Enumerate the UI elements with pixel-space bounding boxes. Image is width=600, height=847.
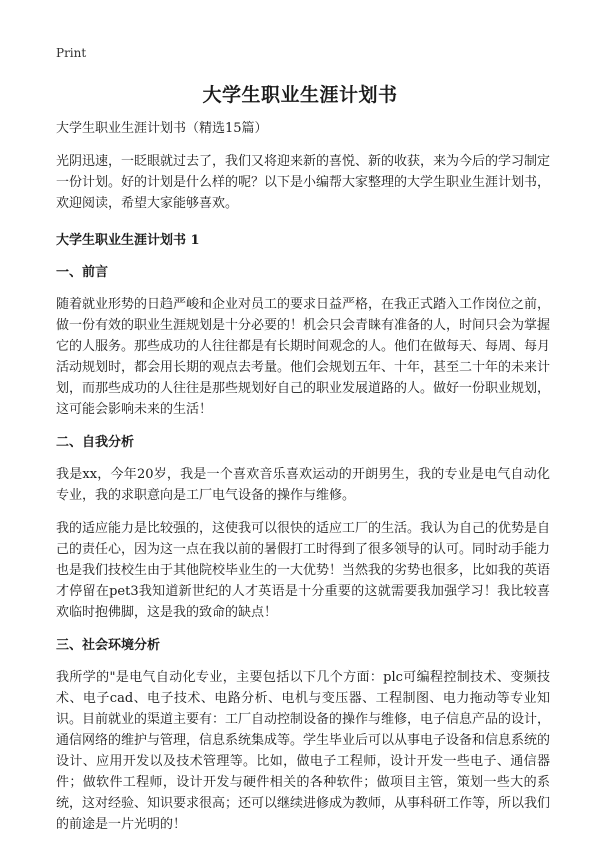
paragraph-major-outlook: 我所学的"是电气自动化专业，主要包括以下几个方面：plc可编程控制技术、变频技术、电子cad、电子技术、电路分析、电机与变压器、工程制图、电力拖动等专业知识。目前就业的渠道主要有：工厂自动控制设备的操作与维修，电子信息产品的设计，通信网络的维护与管理，信息系统集成等。学生毕业后可以从事电子设备和信息系统的设计、应用开发以及技术管理等。比如，做电子工程师，设计开发一些电子、通信器件；做软件工程师，设计开发与硬件相关的各种软件；做项目主管，策划一些大的系统，这对经验、知识要求很高；还可以继续进修成为教师，从事科研工作等，所以我们的前途是一片光明的！ (56, 670, 551, 832)
section-heading-social-environment: 三、社会环境分析 (56, 638, 161, 653)
section-heading-preface: 一、前言 (56, 265, 109, 280)
print-link[interactable]: Print (56, 46, 87, 60)
document-title: 大学生职业生涯计划书 (202, 84, 398, 106)
section-heading-self-analysis: 二、自我分析 (56, 435, 135, 450)
document-subtitle: 大学生职业生涯计划书（精选15篇） (56, 121, 268, 136)
article-heading: 大学生职业生涯计划书 1 (56, 233, 200, 248)
document-body (56, 118, 550, 847)
paragraph-preface: 随着就业形势的日趋严峻和企业对员工的要求日益严格，在我正式踏入工作岗位之前，做一份有效的职业生涯规划是十分必要的！机会只会青睐有准备的人，时间只会为掌握它的人服务。那些成功的人往往都是有长期时间观念的人。他们在做每天、每周、每月活动规划时，都会用长期的观点去考量。他们会规划五年、十年，甚至二十年的未来计划，而那些成功的人往往是那些规划好自己的职业发展道路的人。做好一份职业规划，这可能会影响未来的生活！ (56, 297, 551, 417)
intro-paragraph: 光阴迅速，一眨眼就过去了，我们又将迎来新的喜悦、新的收获，来为今后的学习制定一份计划。好的计划是什么样的呢？以下是小编帮大家整理的大学生职业生涯计划书，欢迎阅读，希望大家能够喜欢。 (56, 154, 551, 211)
paragraph-self-intro: 我是xx，今年20岁，我是一个喜欢音乐喜欢运动的开朗男生，我的专业是电气自动化专业，我的求职意向是工厂电气设备的操作与维修。 (56, 467, 550, 503)
paragraph-strengths-weaknesses: 我的适应能力是比较强的，这使我可以很快的适应工厂的生活。我认为自己的优势是自己的责任心，因为这一点在我以前的暑假打工时得到了很多领导的认可。同时动手能力也是我们技校生由于其他院校毕业生的一大优势！当然我的劣势也很多，比如我的英语才停留在pet3我知道新世纪的人才英语是十分重要的这就需要我加强学习！我比较喜欢临时抱佛脚，这是我的致命的缺点！ (56, 521, 551, 620)
